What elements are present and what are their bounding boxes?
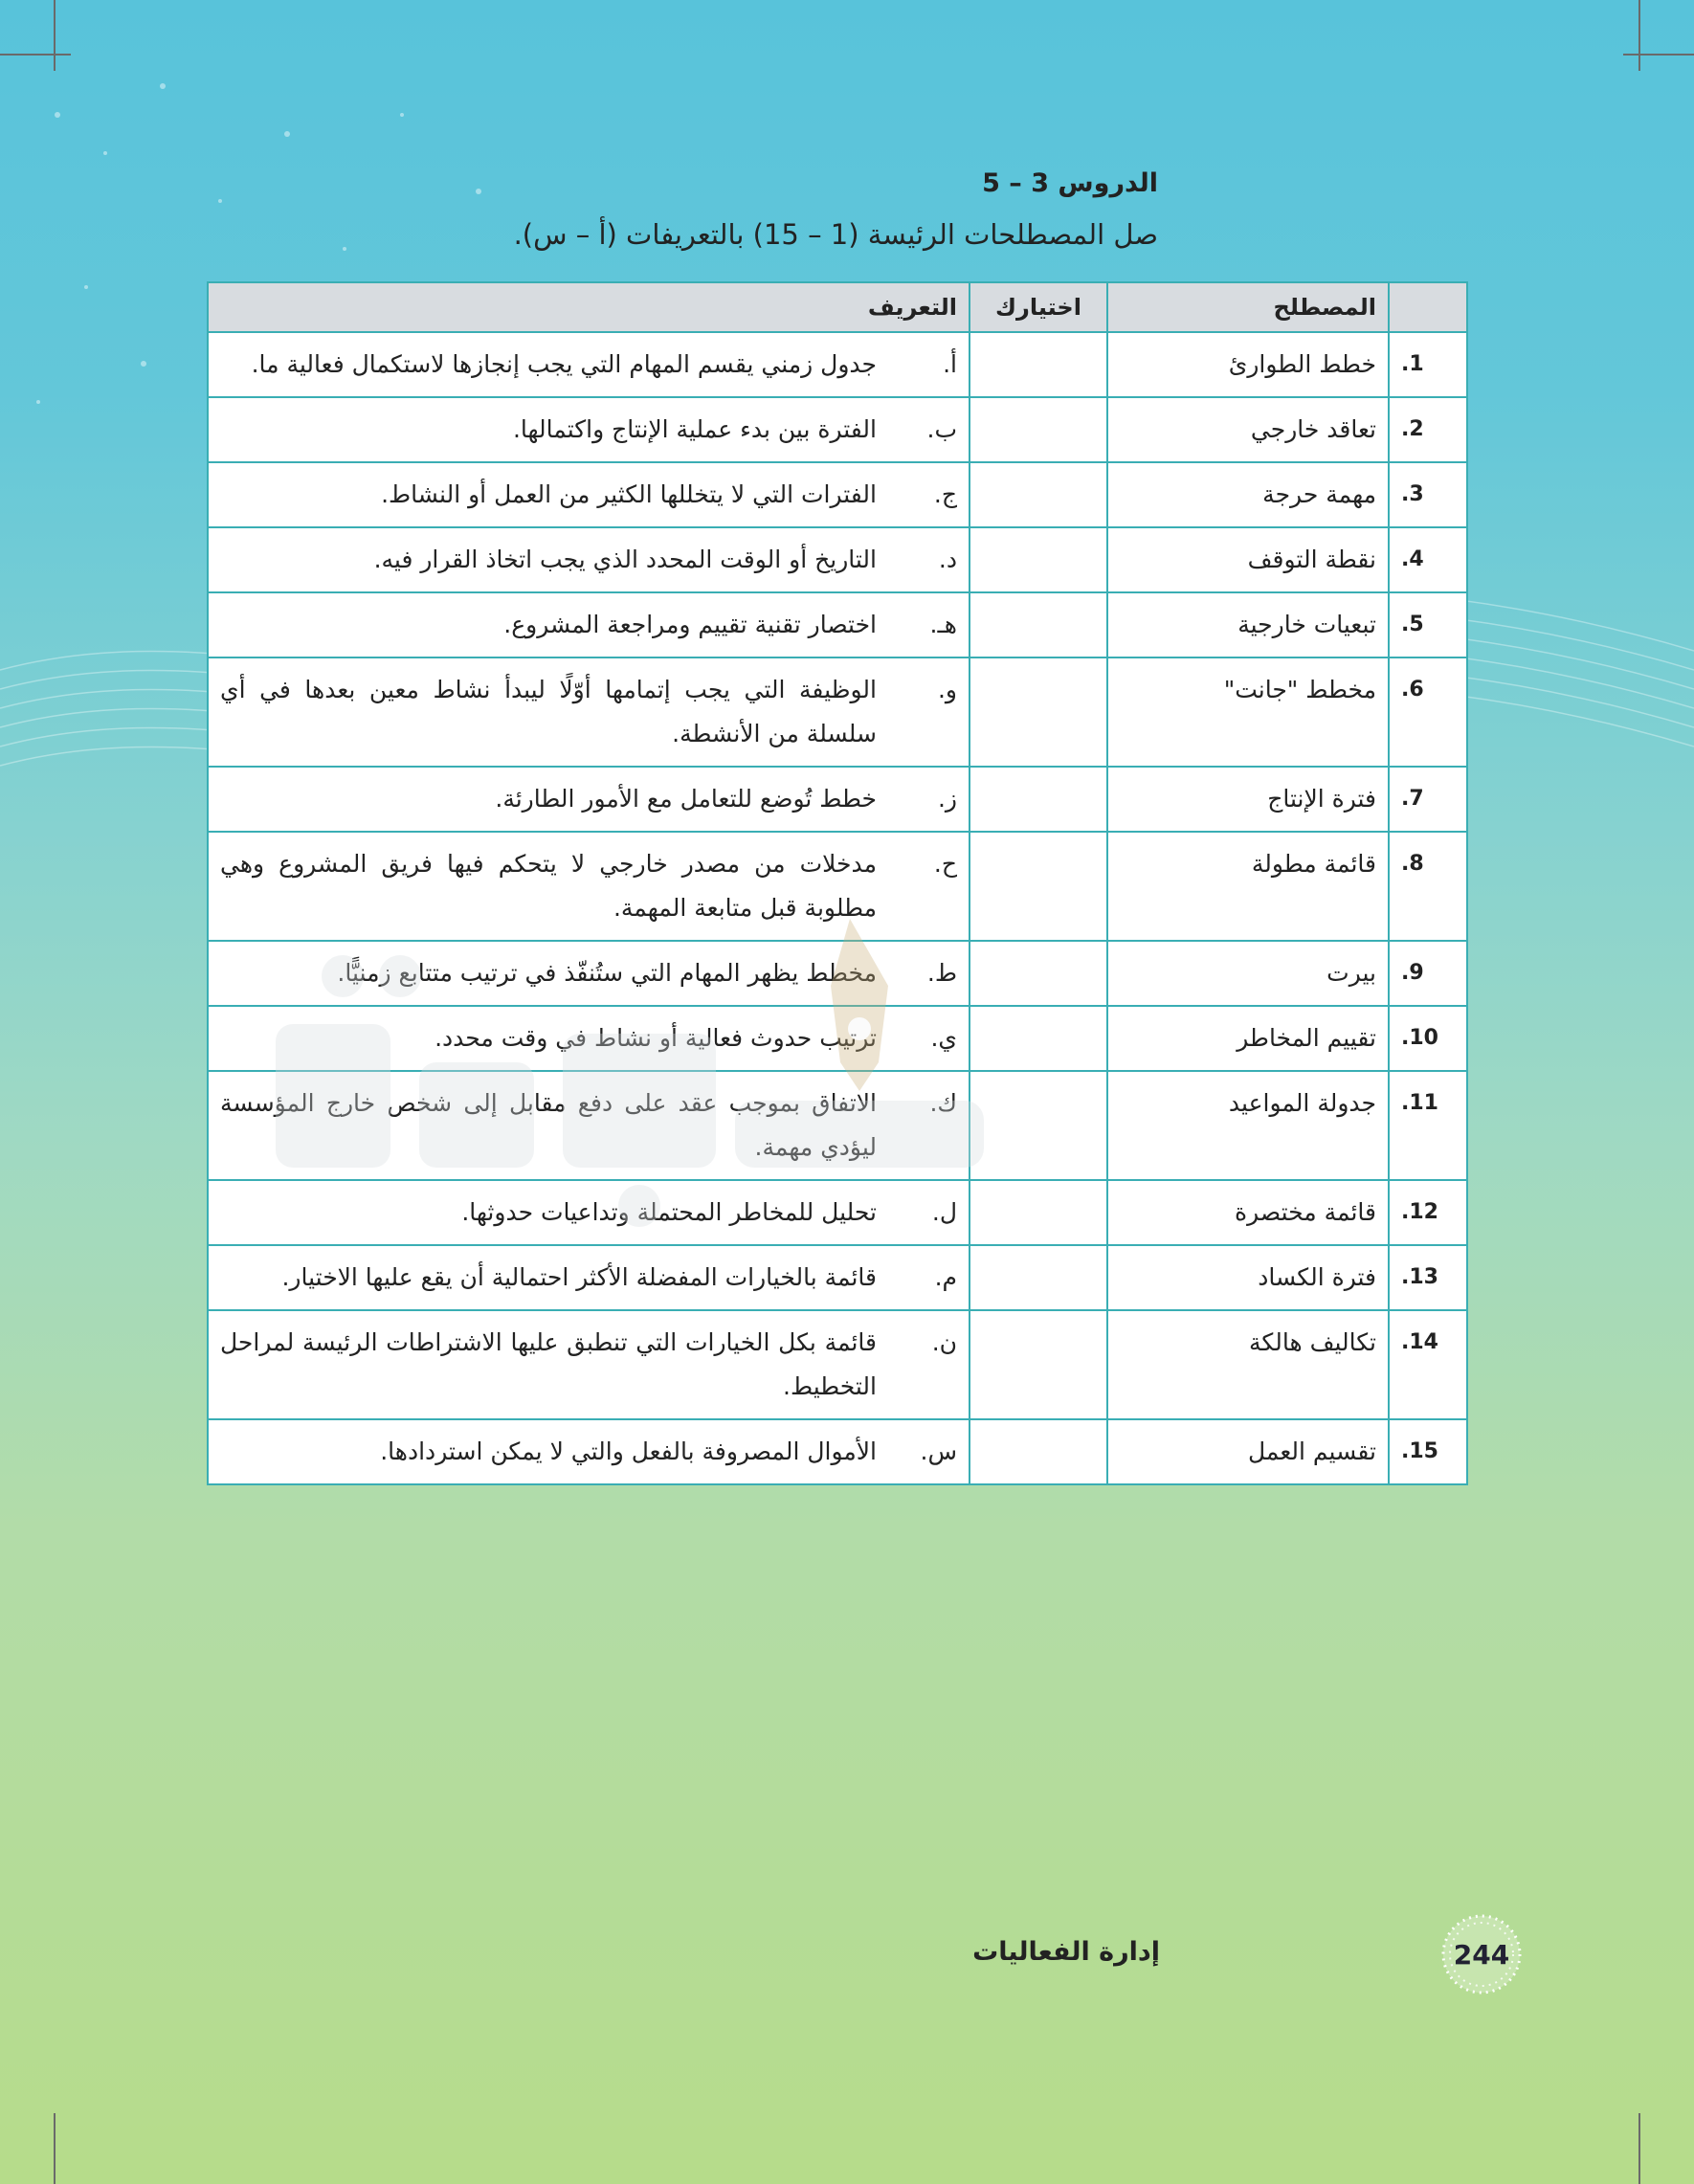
table-row bbox=[208, 397, 1467, 462]
term-cell: تقسيم العمل bbox=[1107, 1419, 1389, 1484]
definition-cell: خطط تُوضع للتعامل مع الأمور الطارئة. bbox=[208, 767, 888, 832]
term-cell: نقطة التوقف bbox=[1107, 527, 1389, 592]
definition-letter: ز. bbox=[888, 767, 970, 832]
definition-letter: س. bbox=[888, 1419, 970, 1484]
choice-cell[interactable] bbox=[970, 1006, 1107, 1071]
term-cell: بيرت bbox=[1107, 941, 1389, 1006]
table-row bbox=[208, 1071, 1467, 1180]
row-number: 5. bbox=[1389, 592, 1467, 657]
matching-table bbox=[207, 281, 1468, 1485]
row-number: 15. bbox=[1389, 1419, 1467, 1484]
choice-cell[interactable] bbox=[970, 397, 1107, 462]
table-row bbox=[208, 941, 1467, 1006]
definition-letter: ي. bbox=[888, 1006, 970, 1071]
row-number: 1. bbox=[1389, 332, 1467, 397]
header-number bbox=[1389, 282, 1467, 332]
definition-letter: هـ. bbox=[888, 592, 970, 657]
page-number-badge bbox=[1439, 1912, 1524, 1996]
choice-cell[interactable] bbox=[970, 527, 1107, 592]
choice-cell[interactable] bbox=[970, 1071, 1107, 1180]
choice-cell[interactable] bbox=[970, 1245, 1107, 1310]
term-cell: تبعيات خارجية bbox=[1107, 592, 1389, 657]
choice-cell[interactable] bbox=[970, 767, 1107, 832]
table-row bbox=[208, 332, 1467, 397]
choice-cell[interactable] bbox=[970, 1419, 1107, 1484]
definition-letter: ج. bbox=[888, 462, 970, 527]
row-number: 14. bbox=[1389, 1310, 1467, 1419]
choice-cell[interactable] bbox=[970, 832, 1107, 941]
definition-cell: قائمة بالخيارات المفضلة الأكثر احتمالية أن يقع عليها الاختيار. bbox=[208, 1245, 888, 1310]
term-cell: تقييم المخاطر bbox=[1107, 1006, 1389, 1071]
term-cell: مخطط "جانت" bbox=[1107, 657, 1389, 767]
table-row bbox=[208, 832, 1467, 941]
choice-cell[interactable] bbox=[970, 941, 1107, 1006]
term-cell: فترة الإنتاج bbox=[1107, 767, 1389, 832]
crop-mark bbox=[1638, 2113, 1640, 2184]
crop-mark bbox=[54, 2113, 56, 2184]
definition-cell: الوظيفة التي يجب إتمامها أوّلًا ليبدأ نشاط معين بعدها في أي سلسلة من الأنشطة. bbox=[208, 657, 888, 767]
definition-letter: د. bbox=[888, 527, 970, 592]
table-row bbox=[208, 767, 1467, 832]
choice-cell[interactable] bbox=[970, 657, 1107, 767]
choice-cell[interactable] bbox=[970, 462, 1107, 527]
row-number: 7. bbox=[1389, 767, 1467, 832]
page-number: 244 bbox=[1453, 1938, 1510, 1971]
row-number: 12. bbox=[1389, 1180, 1467, 1245]
definition-cell: التاريخ أو الوقت المحدد الذي يجب اتخاذ القرار فيه. bbox=[208, 527, 888, 592]
definition-letter: أ. bbox=[888, 332, 970, 397]
choice-cell[interactable] bbox=[970, 1310, 1107, 1419]
row-number: 10. bbox=[1389, 1006, 1467, 1071]
row-number: 9. bbox=[1389, 941, 1467, 1006]
definition-letter: ح. bbox=[888, 832, 970, 941]
term-cell: تكاليف هالكة bbox=[1107, 1310, 1389, 1419]
table-header-row bbox=[208, 282, 1467, 332]
header-term: المصطلح bbox=[1107, 282, 1389, 332]
definition-cell: الفترة بين بدء عملية الإنتاج واكتمالها. bbox=[208, 397, 888, 462]
term-cell: تعاقد خارجي bbox=[1107, 397, 1389, 462]
choice-cell[interactable] bbox=[970, 1180, 1107, 1245]
definition-letter: ب. bbox=[888, 397, 970, 462]
table-row bbox=[208, 527, 1467, 592]
header-choice: اختيارك bbox=[970, 282, 1107, 332]
definition-letter: ن. bbox=[888, 1310, 970, 1419]
definition-letter: ط. bbox=[888, 941, 970, 1006]
footer-title: إدارة الفعاليات bbox=[972, 1937, 1160, 1967]
table-row bbox=[208, 1419, 1467, 1484]
definition-cell: الأموال المصروفة بالفعل والتي لا يمكن استردادها. bbox=[208, 1419, 888, 1484]
term-cell: جدولة المواعيد bbox=[1107, 1071, 1389, 1180]
crop-mark bbox=[1638, 0, 1640, 71]
term-cell: مهمة حرجة bbox=[1107, 462, 1389, 527]
lesson-heading: الدروس 3 – 5 bbox=[982, 168, 1158, 198]
row-number: 2. bbox=[1389, 397, 1467, 462]
definition-letter: ك. bbox=[888, 1071, 970, 1180]
definition-cell: تحليل للمخاطر المحتملة وتداعيات حدوثها. bbox=[208, 1180, 888, 1245]
definition-cell: الاتفاق بموجب عقد على دفع مقابل إلى شخص خارج المؤسسة ليؤدي مهمة. bbox=[208, 1071, 888, 1180]
table-row bbox=[208, 462, 1467, 527]
row-number: 4. bbox=[1389, 527, 1467, 592]
definition-cell: مخطط يظهر المهام التي ستُنفّذ في ترتيب متتابع زمنيًّا. bbox=[208, 941, 888, 1006]
table-row bbox=[208, 1180, 1467, 1245]
table-row bbox=[208, 1245, 1467, 1310]
instruction-text: صل المصطلحات الرئيسة (1 – 15) بالتعريفات (أ – س). bbox=[513, 218, 1158, 251]
definition-cell: جدول زمني يقسم المهام التي يجب إنجازها لاستكمال فعالية ما. bbox=[208, 332, 888, 397]
definition-letter: و. bbox=[888, 657, 970, 767]
row-number: 6. bbox=[1389, 657, 1467, 767]
term-cell: فترة الكساد bbox=[1107, 1245, 1389, 1310]
definition-cell: الفترات التي لا يتخللها الكثير من العمل أو النشاط. bbox=[208, 462, 888, 527]
definition-cell: اختصار تقنية تقييم ومراجعة المشروع. bbox=[208, 592, 888, 657]
header-definition: التعريف bbox=[208, 282, 970, 332]
definition-letter: م. bbox=[888, 1245, 970, 1310]
row-number: 11. bbox=[1389, 1071, 1467, 1180]
crop-mark bbox=[1623, 54, 1694, 56]
table-row bbox=[208, 1310, 1467, 1419]
table-row bbox=[208, 592, 1467, 657]
row-number: 3. bbox=[1389, 462, 1467, 527]
term-cell: خطط الطوارئ bbox=[1107, 332, 1389, 397]
definition-cell: ترتيب حدوث فعالية أو نشاط في وقت محدد. bbox=[208, 1006, 888, 1071]
definition-letter: ل. bbox=[888, 1180, 970, 1245]
crop-mark bbox=[0, 54, 71, 56]
definition-cell: قائمة بكل الخيارات التي تنطبق عليها الاشتراطات الرئيسة لمراحل التخطيط. bbox=[208, 1310, 888, 1419]
table-row bbox=[208, 1006, 1467, 1071]
definition-cell: مدخلات من مصدر خارجي لا يتحكم فيها فريق المشروع وهي مطلوبة قبل متابعة المهمة. bbox=[208, 832, 888, 941]
choice-cell[interactable] bbox=[970, 332, 1107, 397]
term-cell: قائمة مطولة bbox=[1107, 832, 1389, 941]
row-number: 8. bbox=[1389, 832, 1467, 941]
term-cell: قائمة مختصرة bbox=[1107, 1180, 1389, 1245]
table-row bbox=[208, 657, 1467, 767]
row-number: 13. bbox=[1389, 1245, 1467, 1310]
choice-cell[interactable] bbox=[970, 592, 1107, 657]
crop-mark bbox=[54, 0, 56, 71]
